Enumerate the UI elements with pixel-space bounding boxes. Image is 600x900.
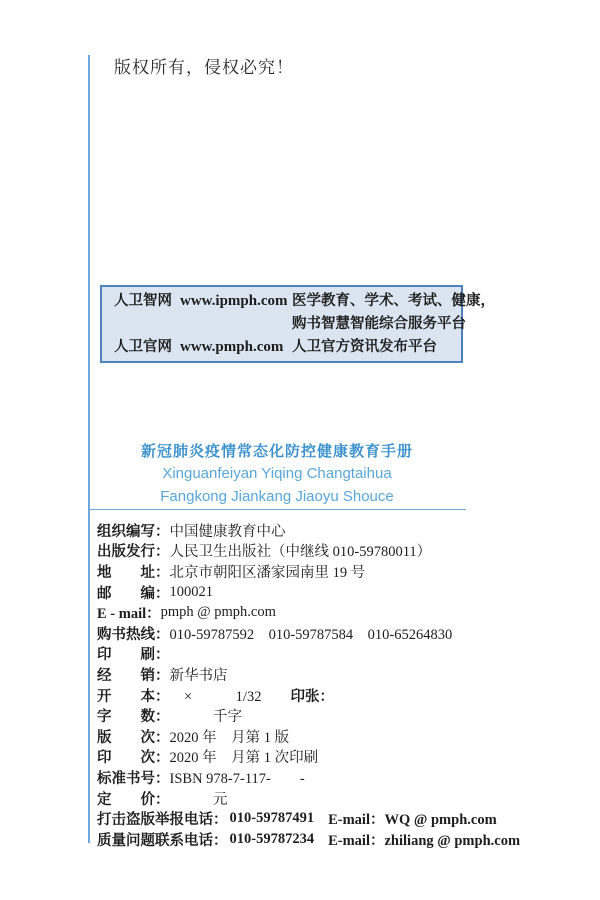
colophon-row — [97, 644, 482, 665]
colophon-value: 010-59787592 010-59787584 010-65264830 — [169, 626, 453, 643]
colophon-row — [97, 602, 482, 623]
colophon-row — [97, 623, 482, 644]
colophon-value: 新华书店 — [169, 667, 228, 684]
colophon-label: 印 次： — [97, 750, 170, 767]
colophon-label: 购书热线： — [97, 626, 170, 643]
pmph-official-site-url: www.pmph.com — [180, 338, 284, 355]
colophon-label: 地 址： — [97, 564, 170, 581]
colophon-row — [97, 747, 482, 768]
spacer — [114, 313, 180, 336]
colophon-label: 邮 编： — [97, 585, 170, 602]
hotline-email: E-mail：WQ @ pmph.com — [328, 812, 497, 829]
colophon-row — [97, 541, 482, 562]
colophon-row — [97, 726, 482, 747]
colophon-value: ISBN 978-7-117- - — [169, 770, 305, 787]
colophon-value: × 1/32 — [169, 688, 262, 705]
colophon-label: 字 数： — [97, 709, 170, 726]
colophon-value: 人民卫生出版社（中继线 010-59780011） — [169, 544, 432, 561]
hotline-row — [97, 808, 497, 829]
hotline-email: E-mail：zhiliang @ pmph.com — [328, 832, 521, 849]
book-title-chinese: 新冠肺炎疫情常态化防控健康教育手册 — [140, 443, 413, 460]
colophon-list — [97, 520, 521, 850]
colophon-label: 组织编写： — [97, 523, 170, 540]
colophon-label: 定 价： — [97, 791, 170, 808]
colophon-row — [97, 788, 482, 809]
colophon-label: 经 销： — [97, 667, 170, 684]
pmph-official-site-name: 人卫官网 — [114, 338, 172, 355]
colophon-label: 开 本： — [97, 688, 170, 705]
hotline-phone: 010-59787234 — [229, 830, 315, 847]
divider-line — [88, 509, 466, 510]
colophon-label: E - mail： — [97, 606, 161, 623]
colophon-value: pmph @ pmph.com — [160, 604, 276, 621]
pmph-smart-site-name: 人卫智网 — [114, 292, 172, 309]
colophon-value: 2020 年 月第 1 版 — [169, 729, 290, 746]
hotline-label: 打击盗版举报电话： — [97, 812, 228, 829]
colophon-row — [97, 767, 482, 788]
colophon-value: 100021 — [169, 583, 213, 600]
hotline-phone: 010-59787491 — [229, 810, 315, 827]
publisher-websites-box — [100, 285, 495, 363]
colophon-value: 中国健康教育中心 — [169, 523, 286, 540]
hotline-row — [97, 829, 521, 850]
colophon-row — [97, 664, 482, 685]
colophon-row — [97, 582, 482, 603]
colophon-row — [97, 685, 482, 706]
colophon-value: 2020 年 月第 1 次印刷 — [169, 750, 319, 767]
colophon-row — [97, 520, 482, 541]
colophon-value: 千字 — [169, 709, 242, 726]
pmph-smart-site-desc-line1: 医学教育、学术、考试、健康， — [292, 292, 495, 309]
pmph-smart-site-url: www.ipmph.com — [180, 292, 288, 309]
hotline-label: 质量问题联系电话： — [97, 832, 228, 849]
pmph-smart-site-desc-line2: 购书智慧智能综合服务平台 — [292, 315, 466, 332]
colophon-value: 北京市朝阳区潘家园南里 19 号 — [169, 564, 366, 581]
colophon-label: 印 刷： — [97, 647, 170, 664]
colophon-row — [97, 705, 482, 726]
copyright-notice: 版权所有，侵权必究！ — [114, 58, 294, 77]
pmph-official-site-desc: 人卫官方资讯发布平台 — [292, 338, 437, 355]
colophon-sublabel: 印张： — [261, 688, 334, 705]
spacer — [180, 313, 292, 336]
colophon-value: 元 — [169, 791, 228, 808]
book-title-pinyin-line1: Xinguanfeiyan Yiqing Changtaihua — [162, 465, 392, 482]
book-title-pinyin-line2: Fangkong Jiankang Jiaoyu Shouce — [160, 488, 394, 505]
colophon-label: 标准书号： — [97, 770, 170, 787]
colophon-label: 出版发行： — [97, 544, 170, 561]
colophon-row — [97, 561, 482, 582]
book-title-block — [88, 440, 466, 507]
colophon-label: 版 次： — [97, 729, 170, 746]
